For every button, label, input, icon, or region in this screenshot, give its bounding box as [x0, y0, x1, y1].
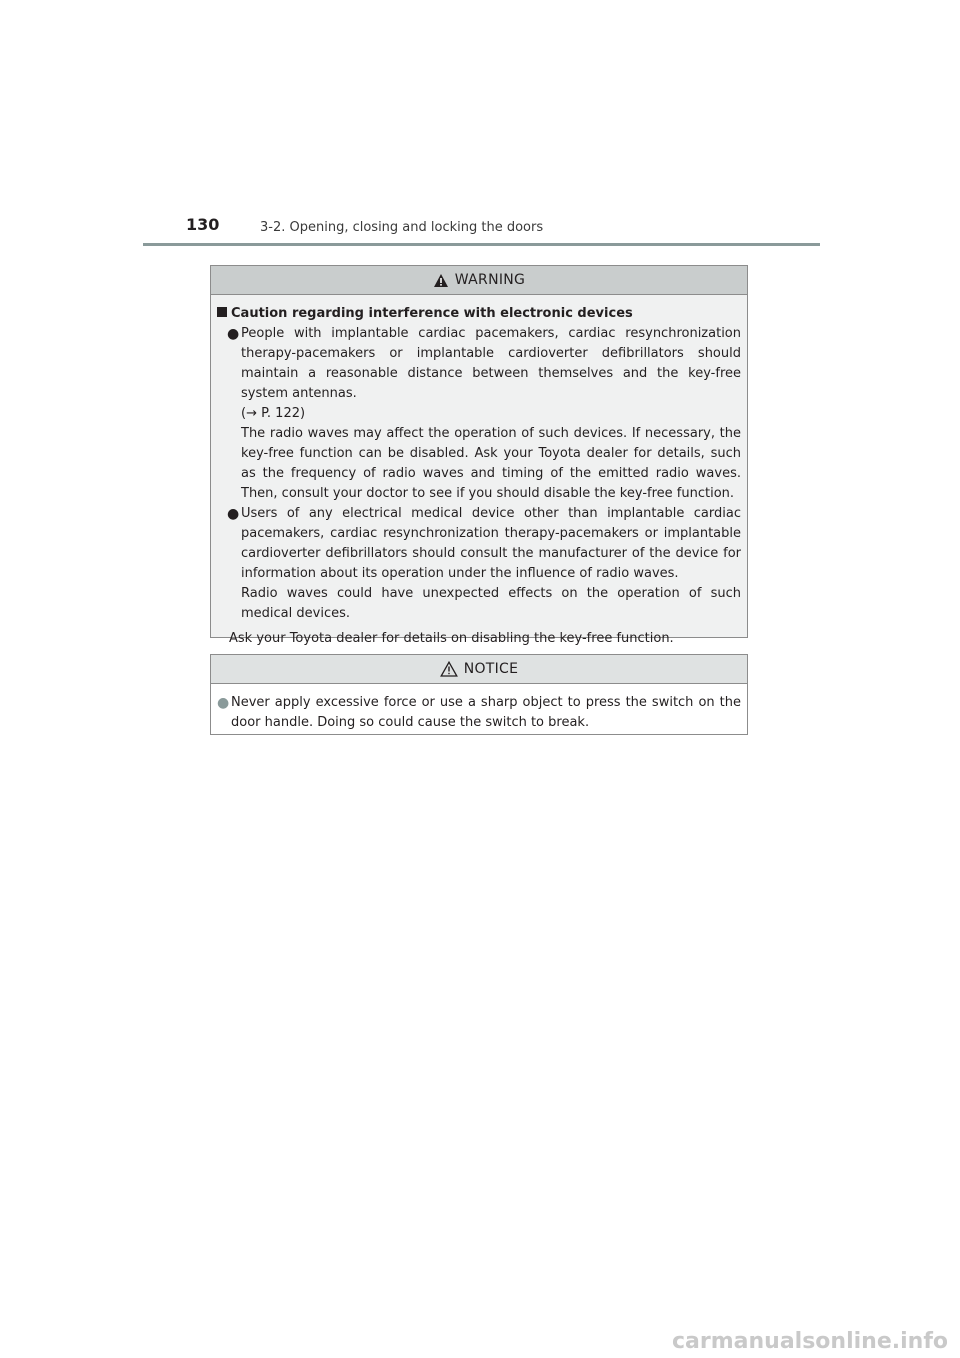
- warning-box: [210, 265, 748, 646]
- warning-title: WARNING: [454, 272, 526, 288]
- warning-heading: [217, 304, 741, 324]
- section-title: 3-2. Opening, closing and locking the doors: [260, 220, 544, 235]
- bullet-icon: ●: [227, 506, 240, 522]
- warning-body: [211, 295, 747, 649]
- header-rule: [143, 243, 820, 246]
- page-header: [0, 0, 960, 250]
- notice-body: [211, 684, 747, 733]
- warning-bullet-2: [227, 504, 741, 624]
- warning-bullet-2-paragraph-1: Users of any electrical medical device other than implantable cardiac pacemakers, cardiac resynchronization therapy-pacemakers or implantable cardioverter defibrillators should consult the manufacturer of the device for information about its operation under the influence of radio waves.: [241, 506, 741, 581]
- warning-bullet-1-paragraph-1: People with implantable cardiac pacemakers, cardiac resynchronization therapy-pacemakers or implantable cardioverter defibrillators should maintain a reasonable distance between themselves and the key-free system antennas.: [241, 326, 741, 401]
- notice-bullet-1: [217, 693, 741, 733]
- notice-bullet-1-text: Never apply excessive force or use a sharp object to press the switch on the door handle. Doing so could cause the switch to break.: [231, 695, 741, 730]
- page-number: 130: [186, 215, 220, 234]
- bullet-icon: ●: [217, 695, 230, 711]
- square-bullet-icon: [217, 307, 227, 317]
- warning-footer: Ask your Toyota dealer for details on disabling the key-free function.: [229, 631, 674, 646]
- warning-bullet-1-ref: (→ P. 122): [241, 406, 306, 421]
- warning-icon: [433, 273, 449, 288]
- warning-bullet-2-paragraph-2: Radio waves could have unexpected effects on the operation of such medical devices.: [241, 586, 741, 621]
- watermark: carmanualsonline.info: [672, 1329, 948, 1354]
- notice-icon: [440, 661, 458, 677]
- notice-box: [210, 654, 748, 735]
- bullet-icon: ●: [227, 326, 240, 342]
- warning-bullet-1: [227, 324, 741, 504]
- warning-header: [211, 266, 747, 295]
- warning-heading-text: Caution regarding interference with electronic devices: [231, 306, 633, 321]
- warning-bullet-1-paragraph-2: The radio waves may affect the operation of such devices. If necessary, the key-free function can be disabled. Ask your Toyota dealer for details, such as the frequency of radio waves and timing of the emitted radio waves. Then, consult your doctor to see if you should disable the key-free function.: [241, 426, 741, 501]
- notice-header: [211, 655, 747, 684]
- notice-title: NOTICE: [463, 661, 519, 677]
